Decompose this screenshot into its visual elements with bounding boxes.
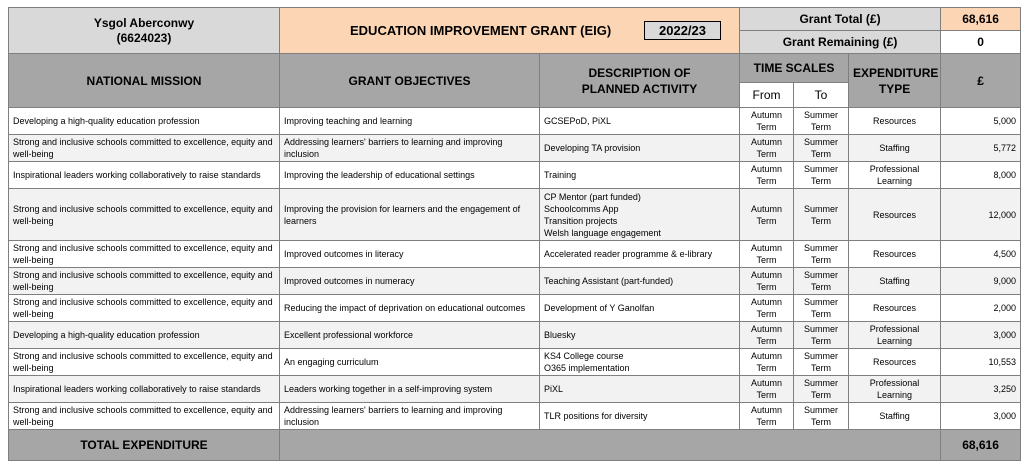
from-line: Autumn bbox=[751, 110, 783, 120]
amount-cell[interactable]: 5,000 bbox=[941, 108, 1021, 135]
grant-objective-cell[interactable]: Improving teaching and learning bbox=[280, 108, 540, 135]
activity-line: Accelerated reader programme & e-library bbox=[544, 249, 713, 259]
header-time-scales[interactable]: TIME SCALES bbox=[740, 54, 849, 83]
eig-spreadsheet bbox=[8, 7, 1021, 461]
to-line: Term bbox=[811, 390, 832, 400]
activity-cell[interactable] bbox=[540, 295, 740, 322]
to-cell[interactable] bbox=[794, 135, 849, 162]
activity-cell[interactable] bbox=[540, 403, 740, 430]
amount-cell[interactable]: 12,000 bbox=[941, 189, 1021, 241]
to-line: Term bbox=[811, 336, 832, 346]
grant-total-value[interactable]: 68,616 bbox=[941, 8, 1021, 31]
to-line: Summer bbox=[804, 270, 839, 280]
from-line: Autumn bbox=[751, 270, 783, 280]
total-expenditure-label[interactable]: TOTAL EXPENDITURE bbox=[9, 430, 280, 461]
from-cell[interactable] bbox=[740, 189, 794, 241]
from-line: Term bbox=[756, 215, 777, 226]
from-line: Term bbox=[756, 417, 777, 427]
to-cell[interactable] bbox=[794, 322, 849, 349]
amount-cell[interactable]: 5,772 bbox=[941, 135, 1021, 162]
from-line: Autumn bbox=[751, 324, 783, 334]
grant-objective-cell[interactable]: Addressing learners' barriers to learning and improving inclusion bbox=[280, 135, 540, 162]
to-line: Term bbox=[811, 215, 832, 226]
activity-cell[interactable] bbox=[540, 135, 740, 162]
grant-objective-cell[interactable]: Excellent professional workforce bbox=[280, 322, 540, 349]
activity-cell[interactable] bbox=[540, 162, 740, 189]
from-cell[interactable] bbox=[740, 376, 794, 403]
grant-objective-cell[interactable]: An engaging curriculum bbox=[280, 349, 540, 376]
table-row bbox=[9, 322, 1021, 349]
table-row bbox=[9, 189, 1021, 241]
table-row bbox=[9, 376, 1021, 403]
total-row bbox=[9, 430, 1021, 461]
grant-objective-cell[interactable]: Improving the provision for learners and the engagement of learners bbox=[280, 189, 540, 241]
grant-objective-cell[interactable]: Improved outcomes in literacy bbox=[280, 241, 540, 268]
to-line: Term bbox=[811, 122, 832, 132]
header-grant-objectives[interactable]: GRANT OBJECTIVES bbox=[280, 54, 540, 108]
from-line: Term bbox=[756, 390, 777, 400]
expenditure-type-cell[interactable]: Staffing bbox=[849, 268, 941, 295]
activity-line: KS4 College course bbox=[544, 351, 624, 361]
national-mission-cell[interactable]: Developing a high-quality education profession bbox=[9, 108, 280, 135]
from-cell[interactable] bbox=[740, 403, 794, 430]
national-mission-cell[interactable]: Inspirational leaders working collaboratively to raise standards bbox=[9, 376, 280, 403]
from-line: Autumn bbox=[751, 164, 783, 174]
activity-cell[interactable] bbox=[540, 108, 740, 135]
amount-cell[interactable]: 3,250 bbox=[941, 376, 1021, 403]
to-cell[interactable] bbox=[794, 376, 849, 403]
total-spacer[interactable] bbox=[280, 430, 941, 461]
table-row bbox=[9, 108, 1021, 135]
table-row bbox=[9, 241, 1021, 268]
grant-title-cell[interactable] bbox=[280, 8, 740, 54]
from-line: Autumn bbox=[751, 378, 783, 388]
expenditure-type-cell[interactable]: Professional Learning bbox=[849, 376, 941, 403]
amount-cell[interactable]: 9,000 bbox=[941, 268, 1021, 295]
activity-line: Schoolcomms App bbox=[544, 203, 619, 214]
activity-line: PiXL bbox=[544, 384, 564, 394]
grant-remaining-value[interactable]: 0 bbox=[941, 31, 1021, 54]
from-cell[interactable] bbox=[740, 295, 794, 322]
activity-line: Training bbox=[544, 170, 577, 180]
activity-line: Developing TA provision bbox=[544, 143, 641, 153]
from-cell[interactable] bbox=[740, 349, 794, 376]
to-line: Summer bbox=[804, 243, 839, 253]
school-name: Ysgol Aberconwy bbox=[93, 15, 195, 30]
header-description-line1: DESCRIPTION OF bbox=[588, 65, 691, 80]
to-line: Summer bbox=[804, 137, 839, 147]
header-national-mission[interactable]: NATIONAL MISSION bbox=[9, 54, 280, 108]
header-from[interactable]: From bbox=[740, 83, 794, 108]
to-line: Term bbox=[811, 176, 832, 186]
to-line: Summer bbox=[804, 203, 839, 214]
expenditure-type-cell[interactable]: Staffing bbox=[849, 403, 941, 430]
from-line: Term bbox=[756, 149, 777, 159]
table-row bbox=[9, 403, 1021, 430]
national-mission-cell[interactable]: Inspirational leaders working collaboratively to raise standards bbox=[9, 162, 280, 189]
to-cell[interactable] bbox=[794, 295, 849, 322]
from-line: Autumn bbox=[751, 351, 783, 361]
amount-cell[interactable]: 2,000 bbox=[941, 295, 1021, 322]
header-expenditure-line2: TYPE bbox=[878, 81, 911, 96]
national-mission-cell[interactable]: Strong and inclusive schools committed to excellence, equity and well-being bbox=[9, 403, 280, 430]
national-mission-cell[interactable]: Strong and inclusive schools committed to excellence, equity and well-being bbox=[9, 295, 280, 322]
activity-line: CP Mentor (part funded) bbox=[544, 191, 641, 202]
grant-objective-cell[interactable]: Leaders working together in a self-improving system bbox=[280, 376, 540, 403]
to-line: Term bbox=[811, 282, 832, 292]
to-line: Summer bbox=[804, 405, 839, 415]
to-cell[interactable] bbox=[794, 162, 849, 189]
from-cell[interactable] bbox=[740, 135, 794, 162]
to-line: Term bbox=[811, 417, 832, 427]
expenditure-type-cell[interactable]: Resources bbox=[849, 189, 941, 241]
activity-line: TLR positions for diversity bbox=[544, 411, 648, 421]
activity-line: Development of Y Ganolfan bbox=[544, 303, 655, 313]
from-line: Term bbox=[756, 176, 777, 186]
amount-cell[interactable]: 10,553 bbox=[941, 349, 1021, 376]
activity-line: Teaching Assistant (part-funded) bbox=[544, 276, 674, 286]
expenditure-type-cell[interactable]: Professional Learning bbox=[849, 322, 941, 349]
from-cell[interactable] bbox=[740, 322, 794, 349]
to-cell[interactable] bbox=[794, 403, 849, 430]
to-line: Summer bbox=[804, 378, 839, 388]
table-row bbox=[9, 349, 1021, 376]
grant-objective-cell[interactable]: Reducing the impact of deprivation on educational outcomes bbox=[280, 295, 540, 322]
header-to[interactable]: To bbox=[794, 83, 849, 108]
from-line: Autumn bbox=[751, 297, 783, 307]
from-line: Term bbox=[756, 309, 777, 319]
table-row bbox=[9, 268, 1021, 295]
header-description-line2: PLANNED ACTIVITY bbox=[581, 81, 698, 96]
activity-cell[interactable] bbox=[540, 189, 740, 241]
header-amount[interactable]: £ bbox=[941, 54, 1021, 108]
to-line: Summer bbox=[804, 110, 839, 120]
activity-cell[interactable] bbox=[540, 322, 740, 349]
expenditure-type-cell[interactable]: Staffing bbox=[849, 135, 941, 162]
grant-objective-cell[interactable]: Improving the leadership of educational settings bbox=[280, 162, 540, 189]
expenditure-type-cell[interactable]: Professional Learning bbox=[849, 162, 941, 189]
table-row bbox=[9, 295, 1021, 322]
grant-year: 2022/23 bbox=[644, 21, 721, 40]
to-line: Summer bbox=[804, 164, 839, 174]
from-line: Term bbox=[756, 122, 777, 132]
national-mission-cell[interactable]: Strong and inclusive schools committed to excellence, equity and well-being bbox=[9, 268, 280, 295]
activity-line: O365 implementation bbox=[544, 363, 630, 373]
to-cell[interactable] bbox=[794, 268, 849, 295]
activity-line: Bluesky bbox=[544, 330, 576, 340]
to-line: Summer bbox=[804, 297, 839, 307]
expenditure-type-cell[interactable]: Resources bbox=[849, 295, 941, 322]
national-mission-cell[interactable]: Strong and inclusive schools committed to excellence, equity and well-being bbox=[9, 241, 280, 268]
grant-remaining-label[interactable]: Grant Remaining (£) bbox=[740, 31, 941, 54]
table-row bbox=[9, 135, 1021, 162]
school-code: (6624023) bbox=[116, 30, 172, 45]
from-cell[interactable] bbox=[740, 268, 794, 295]
to-cell[interactable] bbox=[794, 108, 849, 135]
school-cell[interactable] bbox=[9, 8, 280, 54]
to-line: Summer bbox=[804, 351, 839, 361]
from-line: Autumn bbox=[751, 405, 783, 415]
header-description[interactable] bbox=[540, 54, 740, 108]
from-line: Term bbox=[756, 363, 777, 373]
to-cell[interactable] bbox=[794, 189, 849, 241]
from-cell[interactable] bbox=[740, 108, 794, 135]
from-cell[interactable] bbox=[740, 162, 794, 189]
activity-line: Welsh language engagement bbox=[544, 227, 661, 238]
national-mission-cell[interactable]: Strong and inclusive schools committed to excellence, equity and well-being bbox=[9, 135, 280, 162]
activity-cell[interactable] bbox=[540, 268, 740, 295]
from-line: Term bbox=[756, 255, 777, 265]
to-cell[interactable] bbox=[794, 349, 849, 376]
national-mission-cell[interactable]: Strong and inclusive schools committed to excellence, equity and well-being bbox=[9, 189, 280, 241]
activity-cell[interactable] bbox=[540, 376, 740, 403]
national-mission-cell[interactable]: Strong and inclusive schools committed to excellence, equity and well-being bbox=[9, 349, 280, 376]
national-mission-cell[interactable]: Developing a high-quality education profession bbox=[9, 322, 280, 349]
to-line: Summer bbox=[804, 324, 839, 334]
expenditure-type-cell[interactable]: Resources bbox=[849, 349, 941, 376]
grant-objective-cell[interactable]: Addressing learners' barriers to learning and improving inclusion bbox=[280, 403, 540, 430]
to-line: Term bbox=[811, 255, 832, 265]
grant-total-label[interactable]: Grant Total (£) bbox=[740, 8, 941, 31]
from-line: Term bbox=[756, 336, 777, 346]
activity-cell[interactable] bbox=[540, 241, 740, 268]
header-expenditure-line1: EXPENDITURE bbox=[853, 65, 939, 80]
amount-cell[interactable]: 8,000 bbox=[941, 162, 1021, 189]
to-line: Term bbox=[811, 309, 832, 319]
from-line: Autumn bbox=[751, 243, 783, 253]
grant-objective-cell[interactable]: Improved outcomes in numeracy bbox=[280, 268, 540, 295]
expenditure-type-cell[interactable]: Resources bbox=[849, 241, 941, 268]
total-expenditure-value[interactable]: 68,616 bbox=[941, 430, 1021, 461]
activity-cell[interactable] bbox=[540, 349, 740, 376]
amount-cell[interactable]: 4,500 bbox=[941, 241, 1021, 268]
from-line: Autumn bbox=[751, 203, 783, 214]
to-line: Term bbox=[811, 363, 832, 373]
activity-line: GCSEPoD, PiXL bbox=[544, 116, 612, 126]
from-line: Autumn bbox=[751, 137, 783, 147]
amount-cell[interactable]: 3,000 bbox=[941, 403, 1021, 430]
amount-cell[interactable]: 3,000 bbox=[941, 322, 1021, 349]
grant-title: EDUCATION IMPROVEMENT GRANT (EIG) bbox=[350, 23, 612, 38]
from-line: Term bbox=[756, 282, 777, 292]
expenditure-type-cell[interactable]: Resources bbox=[849, 108, 941, 135]
to-line: Term bbox=[811, 149, 832, 159]
from-cell[interactable] bbox=[740, 241, 794, 268]
header-expenditure-type[interactable] bbox=[849, 54, 941, 108]
table-row bbox=[9, 162, 1021, 189]
to-cell[interactable] bbox=[794, 241, 849, 268]
activity-line: Transition projects bbox=[544, 215, 618, 226]
